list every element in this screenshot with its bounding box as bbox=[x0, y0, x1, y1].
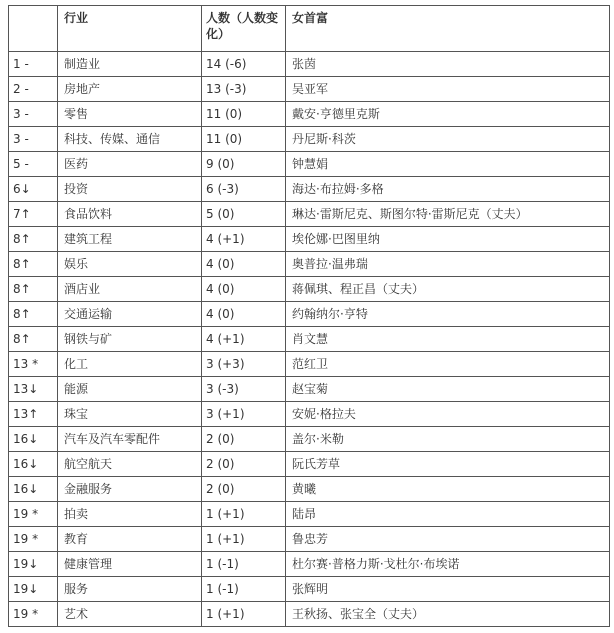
table-row bbox=[9, 102, 610, 127]
cell-richest-woman: 安妮·格拉夫 bbox=[286, 402, 610, 427]
table-row bbox=[9, 427, 610, 452]
table-row bbox=[9, 302, 610, 327]
cell-industry: 零售 bbox=[58, 102, 202, 127]
cell-rank: 2 - bbox=[9, 77, 58, 102]
cell-industry: 汽车及汽车零配件 bbox=[58, 427, 202, 452]
table-row bbox=[9, 577, 610, 602]
cell-count: 3 (+3) bbox=[202, 352, 286, 377]
cell-count: 6 (-3) bbox=[202, 177, 286, 202]
cell-count: 2 (0) bbox=[202, 452, 286, 477]
cell-rank: 19↓ bbox=[9, 552, 58, 577]
table-row bbox=[9, 127, 610, 152]
cell-industry: 珠宝 bbox=[58, 402, 202, 427]
cell-count: 1 (-1) bbox=[202, 577, 286, 602]
table-row bbox=[9, 177, 610, 202]
cell-count: 1 (-1) bbox=[202, 552, 286, 577]
table-row bbox=[9, 452, 610, 477]
cell-count: 5 (0) bbox=[202, 202, 286, 227]
cell-richest-woman: 吴亚军 bbox=[286, 77, 610, 102]
cell-count: 11 (0) bbox=[202, 102, 286, 127]
cell-richest-woman: 黄曦 bbox=[286, 477, 610, 502]
cell-richest-woman: 阮氏芳草 bbox=[286, 452, 610, 477]
cell-rank: 3 - bbox=[9, 102, 58, 127]
table-row bbox=[9, 352, 610, 377]
cell-richest-woman: 琳达·雷斯尼克、斯图尔特·雷斯尼克（丈夫） bbox=[286, 202, 610, 227]
cell-rank: 16↓ bbox=[9, 477, 58, 502]
header-rank bbox=[9, 6, 58, 52]
cell-industry: 健康管理 bbox=[58, 552, 202, 577]
cell-count: 4 (0) bbox=[202, 252, 286, 277]
cell-rank: 19 * bbox=[9, 602, 58, 627]
cell-richest-woman: 张辉明 bbox=[286, 577, 610, 602]
header-row bbox=[9, 6, 610, 52]
cell-rank: 7↑ bbox=[9, 202, 58, 227]
cell-count: 1 (+1) bbox=[202, 527, 286, 552]
cell-count: 11 (0) bbox=[202, 127, 286, 152]
cell-count: 13 (-3) bbox=[202, 77, 286, 102]
cell-industry: 制造业 bbox=[58, 52, 202, 77]
cell-rank: 8↑ bbox=[9, 277, 58, 302]
cell-richest-woman: 钟慧娟 bbox=[286, 152, 610, 177]
cell-rank: 13 * bbox=[9, 352, 58, 377]
cell-richest-woman: 埃伦娜·巴图里纳 bbox=[286, 227, 610, 252]
cell-count: 3 (-3) bbox=[202, 377, 286, 402]
cell-rank: 19 * bbox=[9, 527, 58, 552]
cell-industry: 艺术 bbox=[58, 602, 202, 627]
cell-industry: 娱乐 bbox=[58, 252, 202, 277]
cell-count: 4 (+1) bbox=[202, 227, 286, 252]
cell-industry: 医药 bbox=[58, 152, 202, 177]
table-row bbox=[9, 527, 610, 552]
cell-industry: 化工 bbox=[58, 352, 202, 377]
table-row bbox=[9, 327, 610, 352]
cell-industry: 教育 bbox=[58, 527, 202, 552]
table-row bbox=[9, 77, 610, 102]
table-row bbox=[9, 277, 610, 302]
cell-rank: 13↓ bbox=[9, 377, 58, 402]
cell-industry: 拍卖 bbox=[58, 502, 202, 527]
cell-richest-woman: 范红卫 bbox=[286, 352, 610, 377]
cell-richest-woman: 蒋佩琪、程正昌（丈夫） bbox=[286, 277, 610, 302]
industry-ranking-table bbox=[8, 5, 610, 627]
header-richest-woman: 女首富 bbox=[286, 6, 610, 52]
cell-rank: 19 * bbox=[9, 502, 58, 527]
cell-richest-woman: 盖尔·米勒 bbox=[286, 427, 610, 452]
cell-count: 2 (0) bbox=[202, 427, 286, 452]
cell-richest-woman: 陆昂 bbox=[286, 502, 610, 527]
cell-industry: 交通运输 bbox=[58, 302, 202, 327]
cell-richest-woman: 奥普拉·温弗瑞 bbox=[286, 252, 610, 277]
cell-industry: 建筑工程 bbox=[58, 227, 202, 252]
table-row bbox=[9, 52, 610, 77]
cell-rank: 1 - bbox=[9, 52, 58, 77]
table-row bbox=[9, 152, 610, 177]
cell-rank: 19↓ bbox=[9, 577, 58, 602]
cell-industry: 航空航天 bbox=[58, 452, 202, 477]
cell-count: 4 (0) bbox=[202, 302, 286, 327]
cell-count: 4 (0) bbox=[202, 277, 286, 302]
cell-rank: 13↑ bbox=[9, 402, 58, 427]
cell-rank: 16↓ bbox=[9, 427, 58, 452]
cell-count: 9 (0) bbox=[202, 152, 286, 177]
cell-industry: 金融服务 bbox=[58, 477, 202, 502]
cell-rank: 16↓ bbox=[9, 452, 58, 477]
cell-richest-woman: 鲁忠芳 bbox=[286, 527, 610, 552]
cell-count: 1 (+1) bbox=[202, 602, 286, 627]
table-row bbox=[9, 252, 610, 277]
table-body bbox=[9, 52, 610, 627]
cell-rank: 3 - bbox=[9, 127, 58, 152]
cell-richest-woman: 杜尔赛·普格力斯·戈杜尔·布埃诺 bbox=[286, 552, 610, 577]
cell-count: 4 (+1) bbox=[202, 327, 286, 352]
cell-industry: 食品饮料 bbox=[58, 202, 202, 227]
table-header bbox=[9, 6, 610, 52]
table-row bbox=[9, 227, 610, 252]
table-row bbox=[9, 502, 610, 527]
cell-industry: 酒店业 bbox=[58, 277, 202, 302]
table-row bbox=[9, 402, 610, 427]
cell-count: 1 (+1) bbox=[202, 502, 286, 527]
table-row bbox=[9, 552, 610, 577]
cell-rank: 6↓ bbox=[9, 177, 58, 202]
cell-richest-woman: 赵宝菊 bbox=[286, 377, 610, 402]
cell-rank: 8↑ bbox=[9, 252, 58, 277]
cell-industry: 投资 bbox=[58, 177, 202, 202]
cell-count: 2 (0) bbox=[202, 477, 286, 502]
cell-count: 14 (-6) bbox=[202, 52, 286, 77]
cell-richest-woman: 丹尼斯·科茨 bbox=[286, 127, 610, 152]
table-row bbox=[9, 477, 610, 502]
cell-industry: 能源 bbox=[58, 377, 202, 402]
cell-richest-woman: 海达·布拉姆·多格 bbox=[286, 177, 610, 202]
header-industry: 行业 bbox=[58, 6, 202, 52]
cell-richest-woman: 张茵 bbox=[286, 52, 610, 77]
cell-richest-woman: 戴安·亨德里克斯 bbox=[286, 102, 610, 127]
cell-industry: 科技、传媒、通信 bbox=[58, 127, 202, 152]
table-row bbox=[9, 602, 610, 627]
cell-richest-woman: 王秋扬、张宝全（丈夫） bbox=[286, 602, 610, 627]
cell-richest-woman: 约翰纳尔·亨特 bbox=[286, 302, 610, 327]
cell-rank: 5 - bbox=[9, 152, 58, 177]
cell-industry: 服务 bbox=[58, 577, 202, 602]
cell-rank: 8↑ bbox=[9, 227, 58, 252]
cell-richest-woman: 肖文慧 bbox=[286, 327, 610, 352]
table-row bbox=[9, 202, 610, 227]
cell-industry: 房地产 bbox=[58, 77, 202, 102]
cell-rank: 8↑ bbox=[9, 302, 58, 327]
cell-rank: 8↑ bbox=[9, 327, 58, 352]
table-row bbox=[9, 377, 610, 402]
cell-count: 3 (+1) bbox=[202, 402, 286, 427]
cell-industry: 钢铁与矿 bbox=[58, 327, 202, 352]
header-count: 人数（人数变化） bbox=[202, 6, 286, 52]
